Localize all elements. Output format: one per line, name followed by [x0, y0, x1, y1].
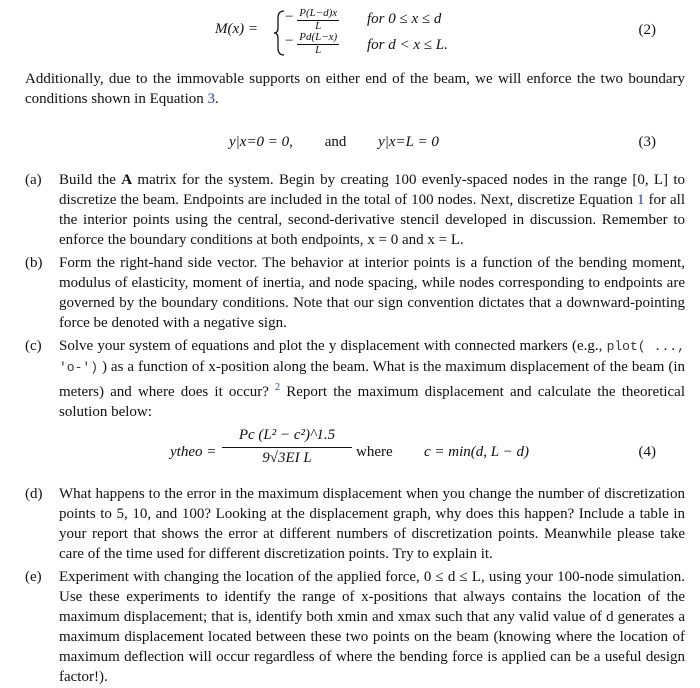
list-item-d	[25, 484, 685, 564]
eq3-and: and	[324, 134, 347, 150]
eq2-lhs: M(x) =	[215, 21, 259, 37]
item-e-label: (e)	[25, 569, 42, 585]
equation-3	[229, 134, 489, 151]
eq2-case2-frac: $\frac{Pd(L-x)}{L}$	[299, 31, 338, 56]
eq3-right: y|x=L = 0	[378, 134, 439, 150]
eq2-case2: − $\frac{Pd(L-x)}{L}$	[285, 31, 338, 56]
eq2-case1-frac: $\frac{P(L-d)x}{L}$	[299, 7, 338, 32]
eq4-frac	[222, 425, 352, 467]
list-item-a: (a) Build the A matrix for the system. Begin by creating 100 evenly-spaced nodes in the range [0, L] to discretize the beam. Endpoints are included in the total of 100 nodes. Next, discretize Equation 1 for all the interior points using the central, second-derivative stencil developed in discussion. Remember to enforce the boundary conditions at both endpoints, x = 0 and x = L.	[25, 172, 685, 248]
eq2-case2-cond: for d < x ≤ L.	[367, 37, 448, 53]
paragraph-boundary-conditions: Additionally, due to the immovable supports on either end of the beam, we will enforce the two boundary conditions shown in Equation 3.	[25, 71, 685, 107]
item-b-text: Form the right-hand side vector. The behavior at interior points is a function of the bending moment, modulus of elasticity, moment of inertia, and node spacing, while nodes corresponding to endpoints are governed by the boundary conditions. Note that our sign convention dictates that a downward-pointing force be denoted with a negative sign.	[59, 255, 685, 331]
eq4-denominator: 9√3EI L	[262, 449, 312, 466]
eq4-number: (4)	[638, 444, 656, 460]
eq2-case1: − $\frac{P(L-d)x}{L}$	[285, 7, 338, 32]
equation-1-link[interactable]: 1	[636, 192, 645, 208]
list-item-e	[25, 567, 685, 687]
item-a-label: (a)	[25, 172, 42, 188]
eq4-lhs: ytheo =	[170, 444, 217, 460]
code-plot: plot( ..., 'o-')	[59, 339, 685, 375]
equation-2	[215, 8, 515, 58]
equation-4	[170, 425, 590, 481]
eq4-where: where	[356, 444, 393, 460]
eq4-rhs: c = min(d, L − d)	[424, 444, 529, 460]
eq2-brace	[273, 10, 285, 56]
item-d-label: (d)	[25, 486, 43, 502]
list-item-b	[25, 253, 685, 333]
item-c-label: (c)	[25, 338, 42, 354]
item-d-text: What happens to the error in the maximum displacement when you change the number of discretization points to 5, 10, and 100? Looking at the displacement graph, why does this happen? Include a table in your report that shows the error at different numbers of discretization points. Meanwhile please take care of the time used for different discretization points. Try to explain it.	[59, 486, 685, 562]
eq2-case1-cond: for 0 ≤ x ≤ d	[367, 11, 442, 27]
item-b-label: (b)	[25, 255, 43, 271]
eq3-left: y|x=0 = 0,	[229, 134, 293, 150]
eq4-numerator: Pc (L² − c²)^1.5	[222, 425, 352, 448]
item-e-text: Experiment with changing the location of the applied force, 0 ≤ d ≤ L, using your 100-node simulation. Use these experiments to identify the range of x-positions that always contains the location of the maximum displacement; that is, identify both xmin and xmax such that any valid value of d generates a maximum displacement located between these two points on the beam (knowing where the location of maximum deflection will occur regardless of where the bending force is applied can be a useful design factor!).	[59, 569, 685, 685]
equation-3-link[interactable]: 3	[207, 91, 215, 107]
list-item-c: (c) Solve your system of equations and plot the y displacement with connected markers (e.g., plot( ..., 'o-') ) as a function of x-position along the beam. What is the maximum displacement of the beam (in meters) and where does it occur? $^2$ Report the maximum displacement and calculate the theoretical solution below:	[25, 338, 686, 420]
footnote-2-link[interactable]: 2	[275, 382, 281, 393]
eq2-number: (2)	[638, 22, 656, 38]
eq3-number: (3)	[638, 134, 656, 150]
